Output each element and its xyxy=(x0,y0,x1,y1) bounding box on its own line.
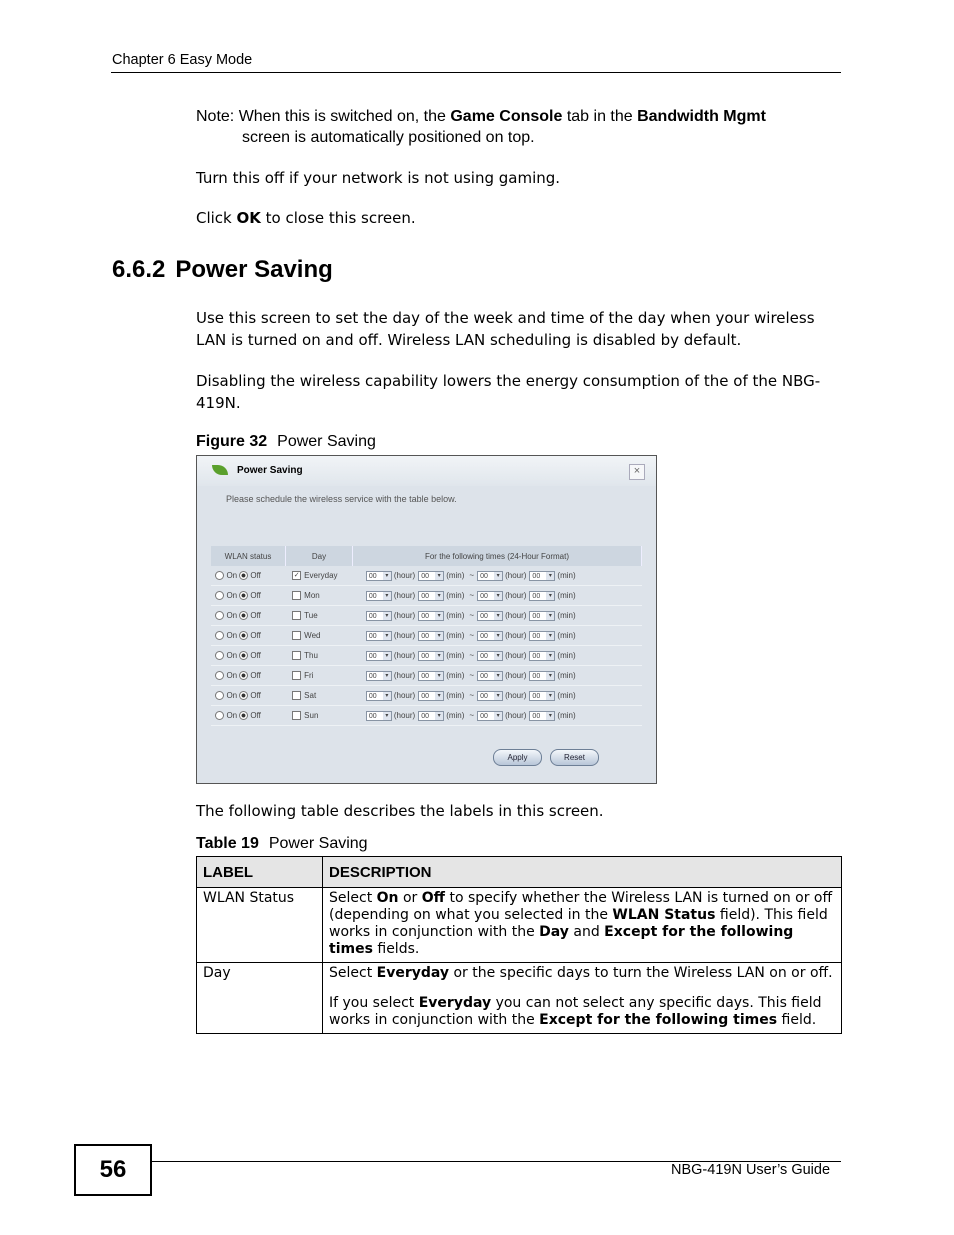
row-label: Day xyxy=(197,963,323,1034)
time-select[interactable]: 00 ▾ xyxy=(366,611,392,621)
times-cell: 00 ▾ (hour) 00 ▾ (min) ~ 00 ▾ (hour) 00 ▾ (min) xyxy=(353,666,642,686)
wlan-status-cell: On Off xyxy=(211,566,286,586)
chevron-down-icon: ▾ xyxy=(435,692,443,700)
schedule-row xyxy=(211,706,642,726)
chevron-down-icon: ▾ xyxy=(383,652,391,660)
chevron-down-icon: ▾ xyxy=(435,632,443,640)
time-select[interactable]: 00 ▾ xyxy=(477,651,503,661)
close-icon[interactable]: × xyxy=(629,464,645,480)
on-radio[interactable] xyxy=(215,691,224,700)
schedule-row xyxy=(211,646,642,666)
time-select[interactable]: 00 ▾ xyxy=(477,691,503,701)
day-checkbox[interactable] xyxy=(292,631,301,640)
row-description: Select Everyday or the specific days to turn the Wireless LAN on or off. If you select Everyday you can not select any specific days. This field works in conjunction with the Except for the following times field. xyxy=(323,963,842,1034)
wlan-status-cell: On Off xyxy=(211,606,286,626)
day-checkbox[interactable] xyxy=(292,711,301,720)
chevron-down-icon: ▾ xyxy=(494,572,502,580)
times-cell: 00 ▾ (hour) 00 ▾ (min) ~ 00 ▾ (hour) 00 ▾ (min) xyxy=(353,566,642,586)
time-select[interactable]: 00 ▾ xyxy=(366,671,392,681)
paragraph-turn-off: Turn this off if your network is not using gaming. xyxy=(196,169,561,187)
schedule-row xyxy=(211,606,642,626)
day-cell xyxy=(286,586,353,606)
times-cell: 00 ▾ (hour) 00 ▾ (min) ~ 00 ▾ (hour) 00 ▾ (min) xyxy=(353,586,642,606)
time-select[interactable]: 00 ▾ xyxy=(418,571,444,581)
day-checkbox[interactable] xyxy=(292,691,301,700)
header-rule xyxy=(111,72,841,73)
off-radio[interactable] xyxy=(239,651,248,660)
chevron-down-icon: ▾ xyxy=(494,632,502,640)
figure-caption: Figure 32 Power Saving xyxy=(196,433,376,450)
times-cell: 00 ▾ (hour) 00 ▾ (min) ~ 00 ▾ (hour) 00 ▾ (min) xyxy=(353,626,642,646)
day-label: Fri xyxy=(304,670,314,680)
times-cell: 00 ▾ (hour) 00 ▾ (min) ~ 00 ▾ (hour) 00 ▾ (min) xyxy=(353,646,642,666)
chevron-down-icon: ▾ xyxy=(546,692,554,700)
time-select[interactable]: 00 ▾ xyxy=(418,611,444,621)
chevron-down-icon: ▾ xyxy=(494,592,502,600)
time-select[interactable]: 00 ▾ xyxy=(418,631,444,641)
wlan-status-cell: On Off xyxy=(211,666,286,686)
dialog-header xyxy=(197,456,656,486)
day-label: Mon xyxy=(304,590,320,600)
day-checkbox[interactable]: ✓ xyxy=(293,572,300,580)
schedule-row xyxy=(211,666,642,686)
running-header: Chapter 6 Easy Mode xyxy=(112,52,253,68)
col-wlan-status: WLAN status xyxy=(211,546,286,566)
chevron-down-icon: ▾ xyxy=(494,692,502,700)
day-cell xyxy=(286,646,353,666)
row-label: WLAN Status xyxy=(197,888,323,963)
times-cell: 00 ▾ (hour) 00 ▾ (min) ~ 00 ▾ (hour) 00 ▾ (min) xyxy=(353,706,642,726)
time-select[interactable]: 00 ▾ xyxy=(418,651,444,661)
schedule-row xyxy=(211,566,642,586)
off-radio[interactable] xyxy=(239,631,248,640)
chevron-down-icon: ▾ xyxy=(435,652,443,660)
paragraph-following: The following table describes the labels in this screen. xyxy=(196,802,604,820)
time-select[interactable]: 00 ▾ xyxy=(418,711,444,721)
note: Note: When this is switched on, the Game Console tab in the Bandwidth Mgmt screen is automatically positioned on top. xyxy=(196,108,766,146)
chevron-down-icon: ▾ xyxy=(435,672,443,680)
time-select[interactable]: 00 ▾ xyxy=(366,711,392,721)
on-radio[interactable] xyxy=(215,671,224,680)
schedule-table xyxy=(211,546,642,726)
chevron-down-icon: ▾ xyxy=(494,712,502,720)
day-label: Tue xyxy=(304,610,318,620)
chevron-down-icon: ▾ xyxy=(546,572,554,580)
chevron-down-icon: ▾ xyxy=(383,592,391,600)
schedule-row xyxy=(211,626,642,646)
chevron-down-icon: ▾ xyxy=(546,712,554,720)
wlan-status-cell: On Off xyxy=(211,646,286,666)
day-label: Thu xyxy=(304,650,318,660)
chevron-down-icon: ▾ xyxy=(546,612,554,620)
on-radio[interactable] xyxy=(215,591,224,600)
day-checkbox[interactable] xyxy=(292,591,301,600)
time-select[interactable]: 00 ▾ xyxy=(529,591,555,601)
on-radio[interactable] xyxy=(215,631,224,640)
apply-button[interactable]: Apply xyxy=(493,749,542,766)
col-day: Day xyxy=(286,546,353,566)
chevron-down-icon: ▾ xyxy=(494,672,502,680)
on-radio[interactable] xyxy=(215,711,224,720)
section-heading: 6.6.2 Power Saving xyxy=(112,256,333,283)
time-select[interactable]: 00 ▾ xyxy=(529,571,555,581)
times-cell: 00 ▾ (hour) 00 ▾ (min) ~ 00 ▾ (hour) 00 ▾ (min) xyxy=(353,606,642,626)
time-select[interactable]: 00 ▾ xyxy=(418,671,444,681)
on-radio[interactable] xyxy=(215,651,224,660)
schedule-row xyxy=(211,586,642,606)
wlan-status-cell: On Off xyxy=(211,626,286,646)
time-select[interactable]: 00 ▾ xyxy=(366,571,392,581)
chevron-down-icon: ▾ xyxy=(383,612,391,620)
time-select[interactable]: 00 ▾ xyxy=(366,691,392,701)
time-select[interactable]: 00 ▾ xyxy=(477,671,503,681)
time-select[interactable]: 00 ▾ xyxy=(477,591,503,601)
chevron-down-icon: ▾ xyxy=(435,612,443,620)
off-radio[interactable] xyxy=(239,571,248,580)
day-label: Wed xyxy=(304,630,321,640)
wlan-status-cell: On Off xyxy=(211,686,286,706)
table-row xyxy=(197,963,842,1034)
time-select[interactable]: 00 ▾ xyxy=(477,611,503,621)
table-caption: Table 19 Power Saving xyxy=(196,835,368,852)
time-select[interactable]: 00 ▾ xyxy=(366,651,392,661)
time-select[interactable]: 00 ▾ xyxy=(529,711,555,721)
time-select[interactable]: 00 ▾ xyxy=(477,711,503,721)
time-select[interactable]: 00 ▾ xyxy=(529,611,555,621)
wlan-status-cell: On Off xyxy=(211,586,286,606)
leaf-icon xyxy=(212,465,228,475)
chevron-down-icon: ▾ xyxy=(383,692,391,700)
on-radio[interactable] xyxy=(215,611,224,620)
time-select[interactable]: 00 ▾ xyxy=(366,591,392,601)
paragraph-disable: Disabling the wireless capability lowers the energy consumption of the of the NBG-419N. xyxy=(196,372,821,412)
guide-title: NBG-419N User’s Guide xyxy=(671,1162,831,1178)
day-label: Everyday xyxy=(304,570,338,580)
day-checkbox[interactable] xyxy=(292,651,301,660)
col-times: For the following times (24-Hour Format) xyxy=(353,546,642,566)
off-radio[interactable] xyxy=(239,611,248,620)
chevron-down-icon: ▾ xyxy=(494,652,502,660)
time-select[interactable]: 00 ▾ xyxy=(529,671,555,681)
time-select[interactable]: 00 ▾ xyxy=(477,571,503,581)
day-cell xyxy=(286,626,353,646)
day-label: Sun xyxy=(304,710,319,720)
day-cell xyxy=(286,686,353,706)
power-saving-screenshot xyxy=(196,455,657,784)
time-select[interactable]: 00 ▾ xyxy=(529,651,555,661)
time-select[interactable]: 00 ▾ xyxy=(418,691,444,701)
day-label: Sat xyxy=(304,690,317,700)
chevron-down-icon: ▾ xyxy=(383,672,391,680)
chevron-down-icon: ▾ xyxy=(383,632,391,640)
page-number: 56 xyxy=(74,1144,152,1196)
chevron-down-icon: ▾ xyxy=(546,592,554,600)
off-radio[interactable] xyxy=(239,691,248,700)
chevron-down-icon: ▾ xyxy=(435,592,443,600)
chevron-down-icon: ▾ xyxy=(546,672,554,680)
time-select[interactable]: 00 ▾ xyxy=(477,631,503,641)
time-select[interactable]: 00 ▾ xyxy=(418,591,444,601)
day-cell xyxy=(286,706,353,726)
day-cell xyxy=(286,566,353,586)
paragraph-intro: Use this screen to set the day of the week and time of the day when your wireless LAN is turned on and off. Wireless LAN scheduling is disabled by default. xyxy=(196,309,815,349)
table-row xyxy=(197,888,842,963)
chevron-down-icon: ▾ xyxy=(435,712,443,720)
times-cell: 00 ▾ (hour) 00 ▾ (min) ~ 00 ▾ (hour) 00 ▾ (min) xyxy=(353,686,642,706)
on-radio[interactable] xyxy=(215,571,224,580)
chevron-down-icon: ▾ xyxy=(546,652,554,660)
time-select[interactable]: 00 ▾ xyxy=(529,631,555,641)
schedule-row xyxy=(211,686,642,706)
description-table xyxy=(196,856,842,1034)
chevron-down-icon: ▾ xyxy=(546,632,554,640)
time-select[interactable]: 00 ▾ xyxy=(529,691,555,701)
chevron-down-icon: ▾ xyxy=(383,572,391,580)
off-radio[interactable] xyxy=(239,591,248,600)
off-radio[interactable] xyxy=(239,711,248,720)
day-cell xyxy=(286,666,353,686)
paragraph-click-ok: Click OK to close this screen. xyxy=(196,209,416,227)
reset-button[interactable]: Reset xyxy=(550,749,599,766)
chevron-down-icon: ▾ xyxy=(383,712,391,720)
dialog-subtitle: Please schedule the wireless service with the table below. xyxy=(226,494,457,504)
day-checkbox[interactable] xyxy=(292,671,301,680)
day-cell xyxy=(286,606,353,626)
row-description: Select On or Off to specify whether the Wireless LAN is turned on or off (depending on what you selected in the WLAN Status field). This field works in conjunction with the Day and Except for the following times fields. xyxy=(323,888,842,963)
wlan-status-cell: On Off xyxy=(211,706,286,726)
dialog-title: Power Saving xyxy=(237,465,303,476)
header-description: DESCRIPTION xyxy=(323,857,842,888)
off-radio[interactable] xyxy=(239,671,248,680)
day-checkbox[interactable] xyxy=(292,611,301,620)
time-select[interactable]: 00 ▾ xyxy=(366,631,392,641)
header-label: LABEL xyxy=(197,857,323,888)
chevron-down-icon: ▾ xyxy=(435,572,443,580)
chevron-down-icon: ▾ xyxy=(494,612,502,620)
